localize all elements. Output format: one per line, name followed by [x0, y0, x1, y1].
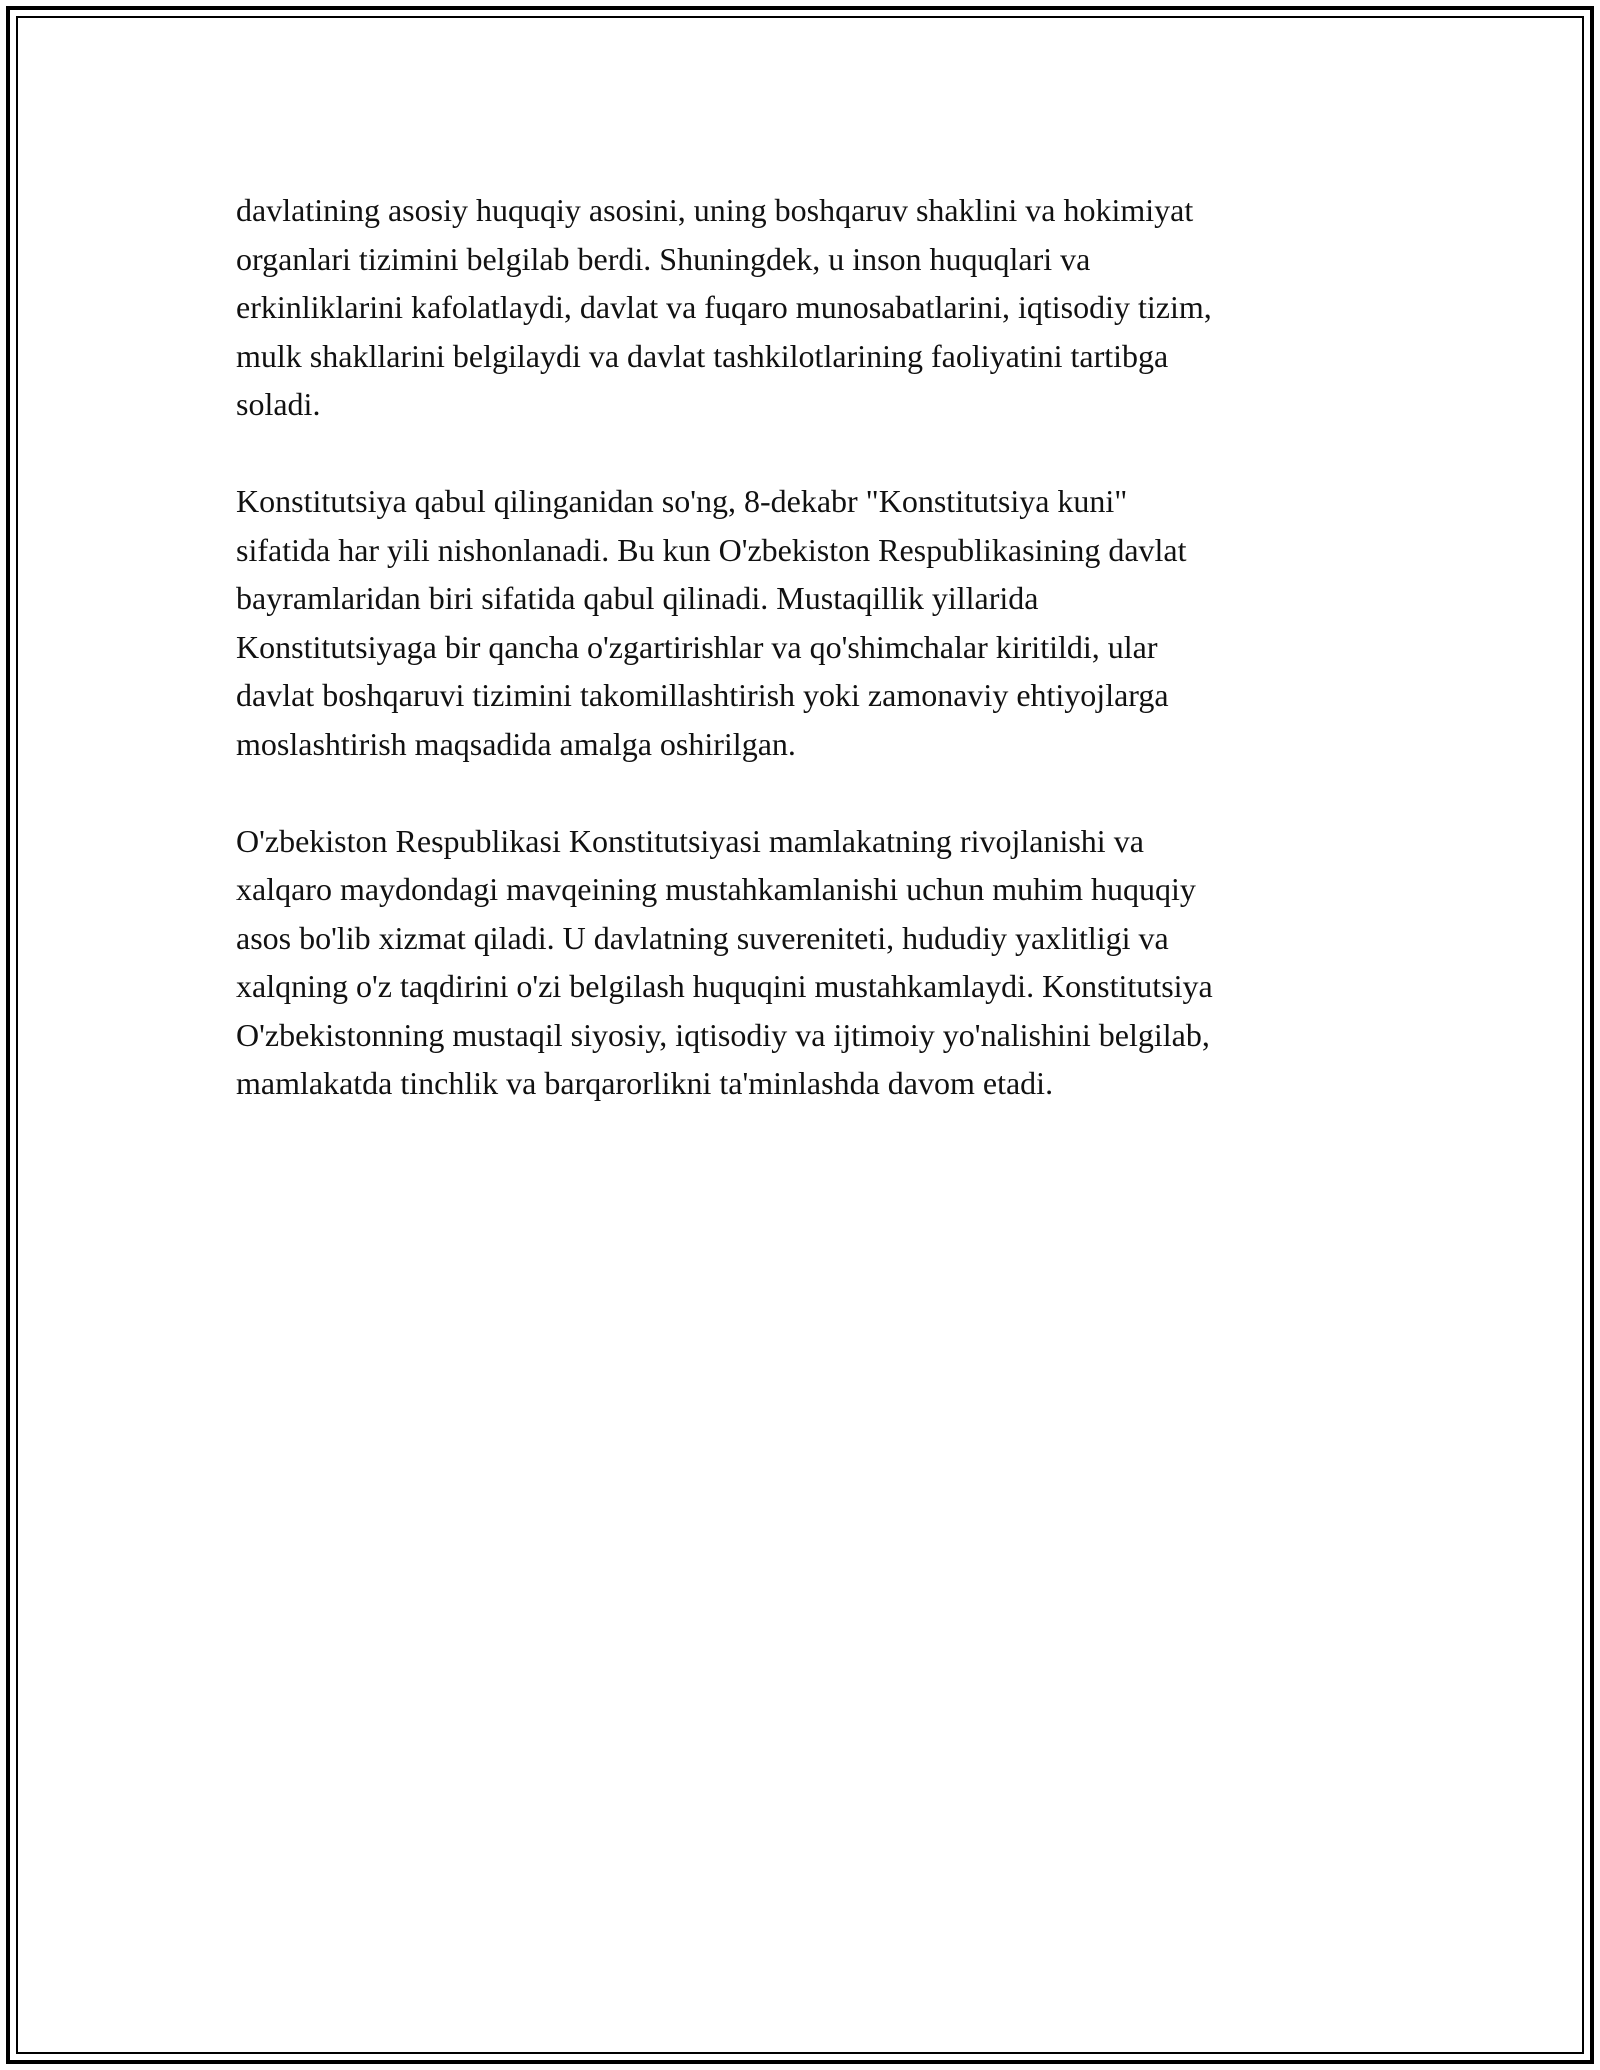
document-body [236, 186, 1364, 1108]
paragraph-1: davlatining asosiy huquqiy asosini, uning boshqaruv shaklini va hokimiyat organlari tizimini belgilab berdi. Shuningdek, u inson huquqlari va erkinliklarini kafolatlaydi, davlat va fuqaro munosabatlarini, iqtisodiy tizim, mulk shakllarini belgilaydi va davlat tashkilotlarining faoliyatini tartibga soladi. [236, 192, 1212, 422]
paragraph-2: Konstitutsiya qabul qilinganidan so'ng, 8-dekabr "Konstitutsiya kuni" sifatida har yili nishonlanadi. Bu kun O'zbekiston Respublikasining davlat bayramlaridan biri sifatida qabul qilinadi. Mustaqillik yillarida Konstitutsiyaga bir qancha o'zgartirishlar va qo'shimchalar kiritildi, ular davlat boshqaruvi tizimini takomillashtirish yoki zamonaviy ehtiyojlarga moslashtirish maqsadida amalga oshirilgan. [236, 483, 1187, 762]
paragraph-3: O'zbekiston Respublikasi Konstitutsiyasi mamlakatning rivojlanishi va xalqaro maydondagi mavqeining mustahkamlanishi uchun muhim huquqiy asos bo'lib xizmat qiladi. U davlatning suvereniteti, hududiy yaxlitligi va xalqning o'z taqdirini o'zi belgilash huquqini mustahkamlaydi. Konstitutsiya O'zbekistonning mustaqil siyosiy, iqtisodiy va ijtimoiy yo'nalishini belgilab, mamlakatda tinchlik va barqarorlikni ta'minlashda davom etadi. [236, 822, 1213, 1101]
